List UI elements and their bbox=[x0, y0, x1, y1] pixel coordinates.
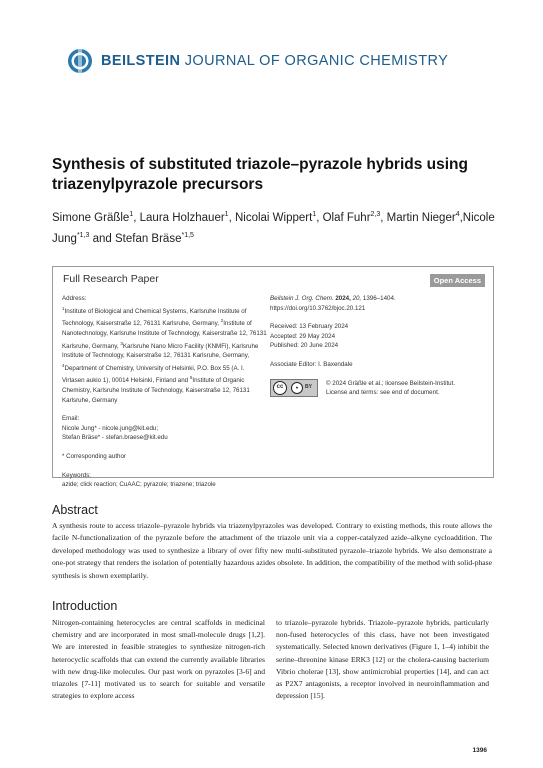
author-list bbox=[52, 206, 512, 248]
email-label: Email: bbox=[62, 415, 80, 423]
license-line-2[interactable]: License and terms: see end of document. bbox=[326, 389, 440, 397]
citation bbox=[270, 294, 485, 304]
keywords-label: Keywords: bbox=[62, 471, 91, 479]
affiliation-text: Institute of Biological and Chemical Systems, Karlsruhe Institute of Technology, Kaiserstraße 12, 76131 Karlsruhe, Germany, bbox=[62, 307, 247, 328]
author-separator: , bbox=[459, 211, 463, 224]
author-affiliation-marker: *1,5 bbox=[181, 231, 194, 239]
license-row bbox=[270, 379, 485, 398]
article-title: Synthesis of substituted triazole–pyrazole hybrids using triazenylpyrazole precursors bbox=[52, 156, 468, 193]
associate-editor: Associate Editor: I. Baxendale bbox=[270, 360, 353, 368]
address-label: Address: bbox=[62, 295, 87, 302]
published-date: Published: 20 June 2024 bbox=[270, 342, 339, 350]
author-separator: and bbox=[89, 232, 115, 245]
journal-header bbox=[67, 47, 448, 75]
author-separator: , bbox=[316, 211, 323, 224]
by-person-icon: ● bbox=[291, 382, 303, 394]
info-right-column bbox=[270, 294, 485, 398]
author-affiliation-marker: 2,3 bbox=[370, 211, 381, 218]
keywords-text: azide; click reaction; CuAAC; pyrazole; triazene; triazole bbox=[62, 481, 216, 489]
introduction-right-column: to triazole–pyrazole hybrids. Triazole–pyrazole hybrids, particularly non-fused heterocycles of this class, have not been investigated systematically. Selected known derivatives (Figure 1, 1–4) inhibit the serine–threonine kinase ERK3 [12] or the cholera-causing bacterium Vibrio cholerae [13], show antimicrobial properties [14], and can act as P2X7 antagonists, a receptor involved in neuroinflammation and depression [15]. bbox=[276, 618, 489, 701]
abstract-text: A synthesis route to access triazole–pyrazole hybrids via triazenylpyrazoles was developed. Contrary to existing methods, this route allows the facile N-functionalization of the pyrazole before the attachment of the triazole unit via a copper-catalyzed azide–alkyne cycloaddition. The developed methodology was used to synthesize a library of over fifty new multi-substituted pyrazole–triazole hybrids. We also demonstrate a one-pot strategy that renders the isolation of potentially hazardous azides obsolete. In addition, the compatibility of the method with solid-phase synthesis is shown exemplarily. bbox=[52, 521, 492, 580]
author-separator: , bbox=[380, 211, 387, 224]
citation-year: 2024, bbox=[335, 295, 351, 302]
received-date: Received: 13 February 2024 bbox=[270, 323, 349, 331]
abstract-heading: Abstract bbox=[52, 503, 98, 517]
introduction-heading: Introduction bbox=[52, 599, 118, 613]
introduction-left-column: Nitrogen-containing heterocycles are central scaffolds in medicinal chemistry and are incorporated in most small-molecule drugs [1,2]. We are interested in feasible strategies to synthesize nitrogen-rich heterocyclic scaffolds that can extend the currently available libraries with new drug-like molecules. Our past work on pyrazoles [3-6] and triazoles [7-11] motivated us to search for suitable and versatile strategies to explore access bbox=[52, 618, 265, 701]
citation-volume: 20, bbox=[352, 295, 362, 302]
author-name: Laura Holzhauer bbox=[139, 211, 225, 224]
affiliation-number: 1 bbox=[62, 305, 65, 311]
affiliation-number: 5 bbox=[189, 375, 193, 381]
cc-by-license-icon[interactable] bbox=[270, 379, 318, 397]
author-name: Stefan Bräse bbox=[114, 232, 182, 245]
journal-name-bold: BEILSTEIN bbox=[101, 53, 181, 69]
by-label: BY bbox=[305, 383, 312, 390]
author-separator: , bbox=[228, 211, 235, 224]
author-affiliation-marker: *1,3 bbox=[76, 231, 90, 239]
author-name: Nicolai Wippert bbox=[234, 211, 313, 224]
email-jung[interactable]: Nicole Jung* - nicole.jung@kit.edu; bbox=[62, 424, 159, 432]
journal-name-rest: JOURNAL OF ORGANIC CHEMISTRY bbox=[184, 53, 449, 69]
affiliation-text: Institute of Nanotechnology, Karlsruhe Institute of Technology, Kaiserstraße 12, 76131 Karlsruhe, Germany, bbox=[62, 320, 267, 350]
paper-type: Full Research Paper bbox=[63, 273, 159, 285]
affiliation-number: 2 bbox=[220, 318, 224, 324]
address-text bbox=[62, 304, 267, 406]
author-affiliation-marker: 4 bbox=[455, 211, 460, 218]
author-affiliation-marker: 1 bbox=[129, 211, 134, 218]
license-line-1: © 2024 Gräßle et al.; licensee Beilstein-Institut. bbox=[326, 379, 456, 387]
author-name: Simone Gräßle bbox=[52, 211, 130, 224]
email-brase[interactable]: Stefan Bräse* - stefan.braese@kit.edu bbox=[62, 434, 168, 442]
affiliation-number: 4 bbox=[62, 362, 65, 368]
corresponding-author-note: * Corresponding author bbox=[62, 453, 126, 461]
author-name: Martin Nieger bbox=[386, 211, 456, 224]
affiliation-text: Institute of Organic Chemistry, Karlsruhe Institute of Technology, Kaiserstraße 12, 76131 Karlsruhe, Germany bbox=[62, 377, 250, 404]
page-number: 1396 bbox=[472, 747, 487, 754]
author-affiliation-marker: 1 bbox=[224, 211, 229, 218]
journal-name bbox=[101, 53, 448, 69]
affiliation-number: 3 bbox=[120, 340, 123, 346]
affiliation-text: Karlsruhe Nano Micro Facility (KNMFi), Karlsruhe Institute of Technology, Kaiserstraße 12, 76131 Karlsruhe, Germany, bbox=[62, 342, 259, 360]
article-info-box bbox=[52, 266, 494, 489]
cc-icon: cc bbox=[273, 381, 287, 395]
citation-journal: Beilstein J. Org. Chem. bbox=[270, 295, 334, 302]
author-separator: , bbox=[133, 211, 140, 224]
author-name: Olaf Fuhr bbox=[322, 211, 371, 224]
accepted-date: Accepted: 29 May 2024 bbox=[270, 332, 336, 340]
info-left-column bbox=[62, 294, 267, 490]
affiliation-text: Department of Chemistry, University of Helsinki, P.O. Box 55 (A. I. Virtasen aukio 1), 00014 Helsinki, Finland and bbox=[62, 364, 245, 385]
beilstein-logo-icon bbox=[67, 48, 93, 74]
open-access-badge[interactable]: Open Access bbox=[430, 274, 485, 287]
author-affiliation-marker: 1 bbox=[312, 211, 317, 218]
doi-link[interactable]: https://doi.org/10.3762/bjoc.20.121 bbox=[270, 304, 366, 312]
license-text bbox=[326, 379, 455, 398]
citation-pages: 1396–1404. bbox=[362, 295, 396, 302]
author-name: Nicole Jung bbox=[52, 211, 495, 245]
